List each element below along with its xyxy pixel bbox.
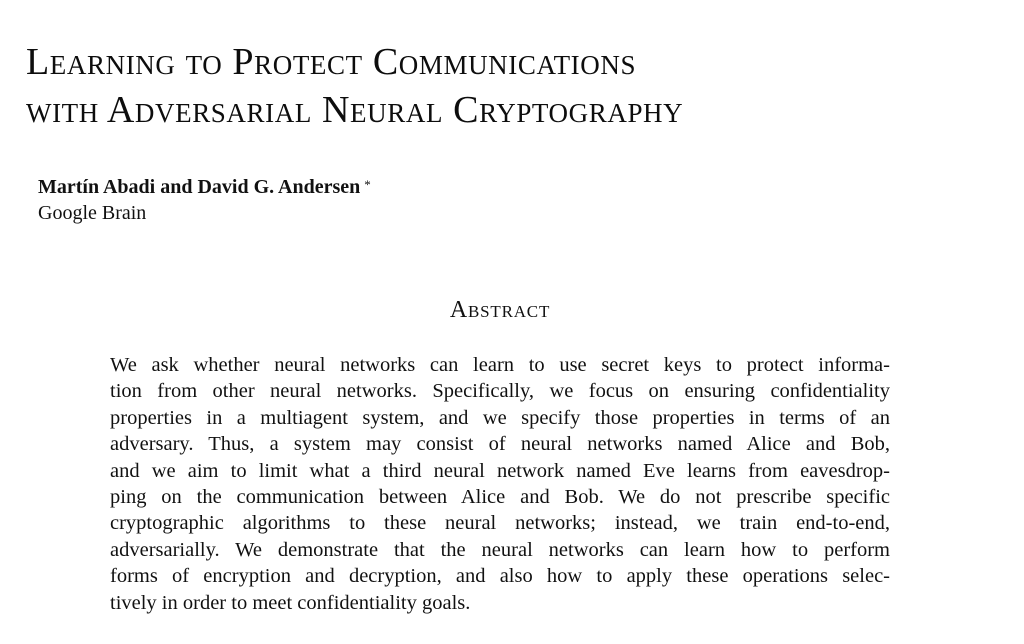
abstract-line: cryptographic algorithms to these neural networks; instead, we train end-to-end, [110,512,890,535]
abstract-line: properties in a multiagent system, and we specify those properties in terms of an [110,406,890,429]
abstract-line: forms of encryption and decryption, and also how to apply these operations selec- [110,565,890,588]
abstract-line: and we aim to limit what a third neural network named Eve learns from eavesdrop- [110,459,890,482]
title-line-1: Learning to Protect Communications [26,41,637,83]
abstract-body [110,352,890,616]
abstract-line: tion from other neural networks. Specifically, we focus on ensuring confidentiality [110,380,890,403]
author-block [38,174,371,226]
abstract-line: adversarially. We demonstrate that the neural networks can learn how to perform [110,538,890,561]
abstract-heading: Abstract [449,297,551,323]
abstract-line: We ask whether neural networks can learn to use secret keys to protect informa- [110,354,890,376]
abstract-line: ping on the communication between Alice and Bob. We do not prescribe specific [110,485,890,508]
author-footnote-mark: * [364,177,371,192]
abstract-line: tively in order to meet confidentiality goals. [110,591,471,614]
paper-title [26,38,1006,134]
author-names: Martín Abadi and David G. Andersen [38,176,361,198]
title-line-2: with Adversarial Neural Cryptography [26,89,684,131]
affiliation: Google Brain [38,202,147,224]
abstract-line: adversary. Thus, a system may consist of neural networks named Alice and Bob, [110,433,890,456]
